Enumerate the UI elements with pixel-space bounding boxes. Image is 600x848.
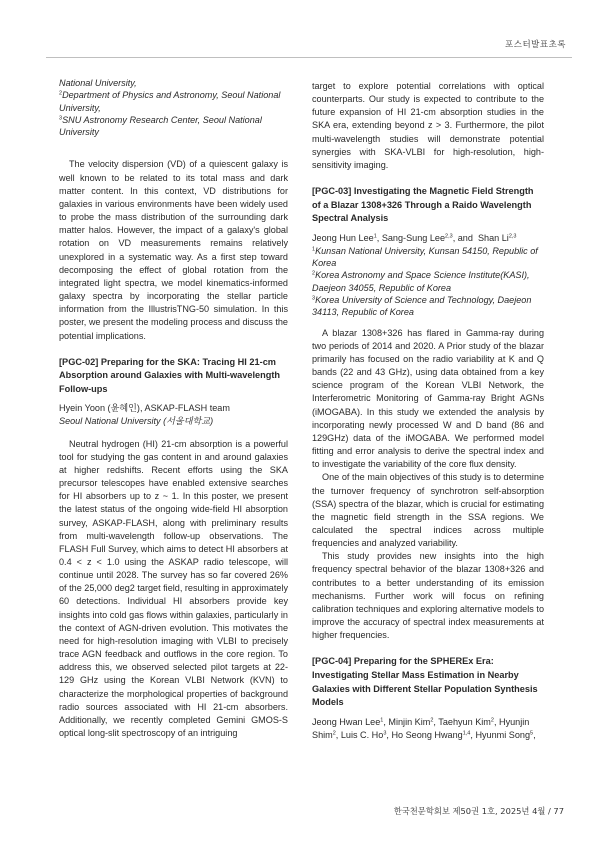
left-column (59, 77, 288, 740)
author-name: Hyunjin Shim (312, 716, 530, 740)
author-line (312, 716, 544, 742)
affiliation-entry (59, 114, 288, 139)
affiliation-marker: 2 (59, 90, 63, 97)
affiliation-text: Korea University of Science and Technology, Daejeon 34113, Republic of Korea (312, 295, 532, 318)
affiliation-marker: 3 (312, 295, 316, 302)
author-separator: , (376, 232, 382, 243)
author-affiliation-marker: 1 (373, 233, 377, 240)
author-separator: , and (452, 232, 478, 243)
author-separator: , (533, 729, 536, 740)
affiliation-entry (312, 294, 544, 319)
author-separator: , (493, 716, 499, 727)
affiliation-marker: 3 (59, 115, 63, 122)
author-name: Ho Seong Hwang (391, 729, 463, 740)
author-name: Hyunmi Song (475, 729, 531, 740)
affiliation-entry (312, 269, 544, 294)
section-title-pgc02: [PGC-02] Preparing for the SKA: Tracing HI 21-cm Absorption around Galaxies with Multi-wavelength Follow-ups (59, 356, 281, 394)
author-affiliation-marker: 2 (490, 717, 494, 724)
page-footer: 한국천문학회보 제50권 1호, 2025년 4월 / 77 (393, 806, 564, 816)
author-affiliation-marker: 2,3 (508, 233, 517, 240)
author-name: Taehyun Kim (438, 716, 491, 727)
affiliation-list (312, 245, 544, 319)
affiliation-line: Seoul National University (서울대학교) (59, 416, 214, 427)
author-name: Sang-Sung Lee (381, 232, 446, 243)
author-name: Jeong Hun Lee (312, 232, 374, 243)
section-title-pgc04: [PGC-04] Preparing for the SPHEREx Era: Investigating Stellar Mass Estimation in Nearby Galaxies with Different Stellar Population Synthesis Models (312, 656, 538, 708)
author-separator: , (433, 716, 439, 727)
author-name: Jeong Hwan Lee (312, 716, 381, 727)
affiliation-text: SNU Astronomy Research Center, Seoul National University (59, 114, 262, 138)
affiliation-marker: 1 (312, 246, 316, 253)
abstract-paragraph: This study provides new insights into the high frequency spectral behavior of the blazar 1308+326 and contributes to a better understanding of its emission mechanisms. Further work will focus on refining calibration techniques and exploring alternative models to improve the accuracy of spectral index measurements at higher frequencies. (312, 551, 544, 641)
affiliation-text: Korea Astronomy and Space Science Institute(KASI), Daejeon 34055, Republic of Korea (312, 270, 530, 293)
author-affiliation-marker: 1,4 (462, 730, 471, 737)
author-name: Luis C. Ho (340, 729, 384, 740)
author-affiliation-marker: 1 (380, 717, 384, 724)
affiliation-text: Kunsan National University, Kunsan 54150, Republic of Korea (312, 245, 538, 269)
affiliation-text: Department of Physics and Astronomy, Seoul National University, (59, 90, 281, 113)
author-line (312, 232, 544, 245)
abstract-paragraph: One of the main objectives of this study is to determine the turnover frequency of synchrotron self-absorption (SSA) spectra of the blazar, which is crucial for estimating the magnetic field strength in the SSA regions. We calculated the spectral indices across multiple frequencies and analyzed variability. (312, 472, 544, 549)
right-column (312, 80, 544, 742)
abstract-paragraph: Neutral hydrogen (HI) 21-cm absorption is a powerful tool for studying the gas content in and around galaxies at higher redshifts. Recent efforts using the SKA precursor telescopes have enabled extensive searches for HI absorbers up to z ~ 1. In this poster, we present the latest status of the ongoing wide-field HI absorption survey, ASKAP-FLASH, along with preliminary results from multi-wavelength follow-up observations. The FLASH Full Survey, which aims to detect HI absorbers at 0.4 < z < 1.0 using the ASKAP radio telescope, will continue until 2028. The survey has so far covered 26% of the 25,000 deg2 target field, resulting in approximately 60 detections. Individual HI absorbers provide key insights into cold gas flows within galaxies, particularly in the context of AGN-driven evolution. This motivates the need for high-resolution imaging with VLBI to precisely trace AGN feedback and outflows in the core region. To address this, we observed selected pilot targets at 22-129 GHz using the Korean VLBI Network (KVN) to characterize the morphological properties of background radio sources associated with HI 21-cm absorbers. Additionally, we recently completed Gemini GMOS-S optical long-slit spectroscopy of an intriguing (59, 438, 289, 739)
affiliation-marker: 2 (312, 270, 316, 277)
author-affiliation-marker: 3 (383, 730, 387, 737)
author-separator: , (383, 716, 389, 727)
affiliation-entry (59, 89, 288, 114)
author-separator: , (335, 729, 341, 740)
header-label: 포스터발표초록 (505, 40, 566, 50)
author-affiliation-marker: 5 (530, 730, 534, 737)
author-separator: , (470, 729, 476, 740)
section-title-pgc03: [PGC-03] Investigating the Magnetic Field Strength of a Blazar 1308+326 Through a Raido Wavelength Spectral Analysis (312, 186, 534, 224)
author-affiliation-marker: 2 (430, 717, 434, 724)
continuation-paragraph: target to explore potential correlations with optical counterparts. Our study is expected to contribute to the future expansion of HI 21-cm absorption studies in the SKA era, extending beyond z > 3. Furthermore, the pilot multi-wavelength studies will demonstrate potential synergies with SKA-VLBI for high-resolution, high-sensitivity imaging. (312, 81, 544, 170)
author-affiliation-marker: 2,3 (445, 233, 453, 240)
header-rule (46, 57, 572, 58)
author-line: Hyein Yoon (윤혜인), ASKAP-FLASH team (59, 403, 230, 414)
affiliation-text: National University, (59, 78, 137, 88)
affiliation-entry (59, 77, 288, 89)
abstract-paragraph: The velocity dispersion (VD) of a quiescent galaxy is well known to be related to its total mass and dark matter content. In this context, VD distributions for galaxies in various environments have been widely used to probe the mass distribution of the surrounding dark matter halos. However, the impact of a galaxy's global rotation on VD measurements remains relatively unexplored in a systematic way. As a first step toward decomposing the effect of global rotation from the integrated light spectra, we model kinematics-informed galaxy spectra by incorporating the stellar particle information from the IllustrisTNG-50 simulation. In this poster, we present the modeling process and discuss the potential implications. (59, 159, 288, 341)
author-affiliation-marker: 2 (332, 730, 336, 737)
author-name: Minjin Kim (388, 716, 431, 727)
author-name: Shan Li (477, 232, 509, 243)
affiliation-list (59, 77, 288, 138)
abstract-paragraph: A blazar 1308+326 has flared in Gamma-ray during two periods of 2014 and 2020. A Prior study of the blazar primarily has focused on the radio variability at K and Q bands (22 and 43 GHz), using data obtained from a key science program of the Korean VLBI Network, the Interferometric Monitoring of Gamma-ray Bright AGNs (iMOGABA). In this study we extended the analysis by incorporating newly processed W and D band (86 and 129GHz) data of the iMOGABA. We performed model fitting and error analysis to derive the spectral index and to investigate the variability of the core flux density. (312, 327, 544, 470)
author-separator: , (386, 729, 392, 740)
affiliation-entry (312, 245, 544, 270)
